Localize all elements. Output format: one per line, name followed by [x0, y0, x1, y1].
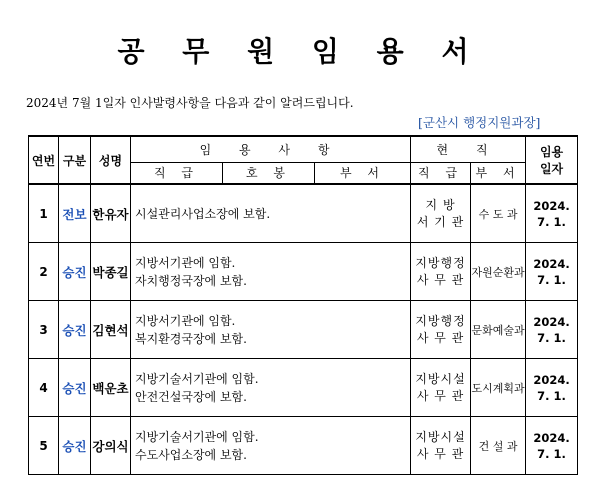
- row-current-grade: [411, 184, 471, 243]
- row-current-dept: 자원순환과: [471, 243, 526, 301]
- row-date: [526, 301, 578, 359]
- appointment-line: 자치행정국장에 보함.: [135, 273, 247, 288]
- row-date: [526, 359, 578, 417]
- row-name: 김현석: [91, 301, 131, 359]
- document-title: 공 무 원 임 용 서: [117, 35, 483, 68]
- table-row: [29, 243, 578, 301]
- intro-text: 2024년 7월 1일자 인사발령사항을 다음과 같이 알려드립니다.: [26, 96, 354, 110]
- current-grade-line: 사 무 관: [416, 446, 465, 461]
- row-appointment: [131, 301, 411, 359]
- row-current-grade: [411, 243, 471, 301]
- row-type: 승진: [59, 417, 91, 475]
- row-name: 박종길: [91, 243, 131, 301]
- appointment-line: 지방서기관에 임함.: [135, 313, 236, 328]
- date-line: 2024.: [533, 314, 570, 329]
- header-sub-grade: 직 급: [131, 162, 223, 184]
- date-line: 7. 1.: [537, 272, 566, 287]
- row-type: 승진: [59, 359, 91, 417]
- row-appointment: [131, 417, 411, 475]
- appointment-line: 복지환경국장에 보함.: [135, 331, 247, 346]
- row-no: 5: [29, 417, 59, 475]
- appointment-table: [28, 135, 578, 475]
- appointment-line: 지방기술서기관에 임함.: [135, 371, 259, 386]
- appointment-line: 수도사업소장에 보함.: [135, 447, 247, 462]
- date-line: 7. 1.: [537, 330, 566, 345]
- header-sub-current-grade: 직 급: [411, 162, 471, 184]
- row-type: 승진: [59, 243, 91, 301]
- date-line: 2024.: [533, 198, 570, 213]
- row-current-grade: [411, 301, 471, 359]
- row-no: 4: [29, 359, 59, 417]
- appointment-line: 지방기술서기관에 임함.: [135, 429, 259, 444]
- row-date: [526, 184, 578, 243]
- header-name: 성명: [91, 136, 131, 184]
- date-line: 2024.: [533, 256, 570, 271]
- header-sub-current-dept: 부 서: [471, 162, 526, 184]
- current-grade-line: 지 방: [425, 197, 456, 212]
- table-row: [29, 417, 578, 475]
- row-current-dept: 문화예술과: [471, 301, 526, 359]
- row-name: 한유자: [91, 184, 131, 243]
- row-name: 강의식: [91, 417, 131, 475]
- table-row: [29, 184, 578, 243]
- header-sub-dept: 부 서: [315, 162, 411, 184]
- current-grade-line: 지방시설: [415, 371, 466, 386]
- header-current: 현 직: [411, 136, 526, 162]
- row-current-grade: [411, 359, 471, 417]
- row-no: 3: [29, 301, 59, 359]
- row-current-dept: 수 도 과: [471, 184, 526, 243]
- row-current-dept: 도시계획과: [471, 359, 526, 417]
- header-date-line1: 임용: [539, 145, 564, 159]
- current-grade-line: 지방시설: [415, 429, 466, 444]
- date-line: 7. 1.: [537, 388, 566, 403]
- current-grade-line: 사 무 관: [416, 272, 465, 287]
- current-grade-line: 지방행정: [415, 313, 466, 328]
- appointment-line: 지방서기관에 임함.: [135, 255, 236, 270]
- date-line: 2024.: [533, 372, 570, 387]
- current-grade-line: 서 기 관: [416, 214, 465, 229]
- appointment-line: 안전건설국장에 보함.: [135, 389, 247, 404]
- table-row: [29, 359, 578, 417]
- department-label: [군산시 행정지원과장]: [418, 115, 541, 130]
- row-no: 1: [29, 184, 59, 243]
- row-type: 전보: [59, 184, 91, 243]
- row-no: 2: [29, 243, 59, 301]
- header-no: 연번: [29, 136, 59, 184]
- date-line: 7. 1.: [537, 214, 566, 229]
- row-appointment: [131, 359, 411, 417]
- header-date-line2: 일자: [539, 162, 564, 176]
- date-line: 7. 1.: [537, 446, 566, 461]
- appointment-line: 시설관리사업소장에 보함.: [135, 206, 271, 221]
- row-appointment: [131, 243, 411, 301]
- row-type: 승진: [59, 301, 91, 359]
- row-date: [526, 243, 578, 301]
- current-grade-line: 사 무 관: [416, 330, 465, 345]
- row-appointment: [131, 184, 411, 243]
- header-sub-rank: 호 봉: [223, 162, 315, 184]
- date-line: 2024.: [533, 430, 570, 445]
- row-date: [526, 417, 578, 475]
- row-current-dept: 건 설 과: [471, 417, 526, 475]
- table-row: [29, 301, 578, 359]
- row-name: 백운초: [91, 359, 131, 417]
- header-date: [526, 136, 578, 184]
- current-grade-line: 지방행정: [415, 255, 466, 270]
- header-appointment: 임 용 사 항: [131, 136, 411, 162]
- header-type: 구분: [59, 136, 91, 184]
- row-current-grade: [411, 417, 471, 475]
- current-grade-line: 사 무 관: [416, 388, 465, 403]
